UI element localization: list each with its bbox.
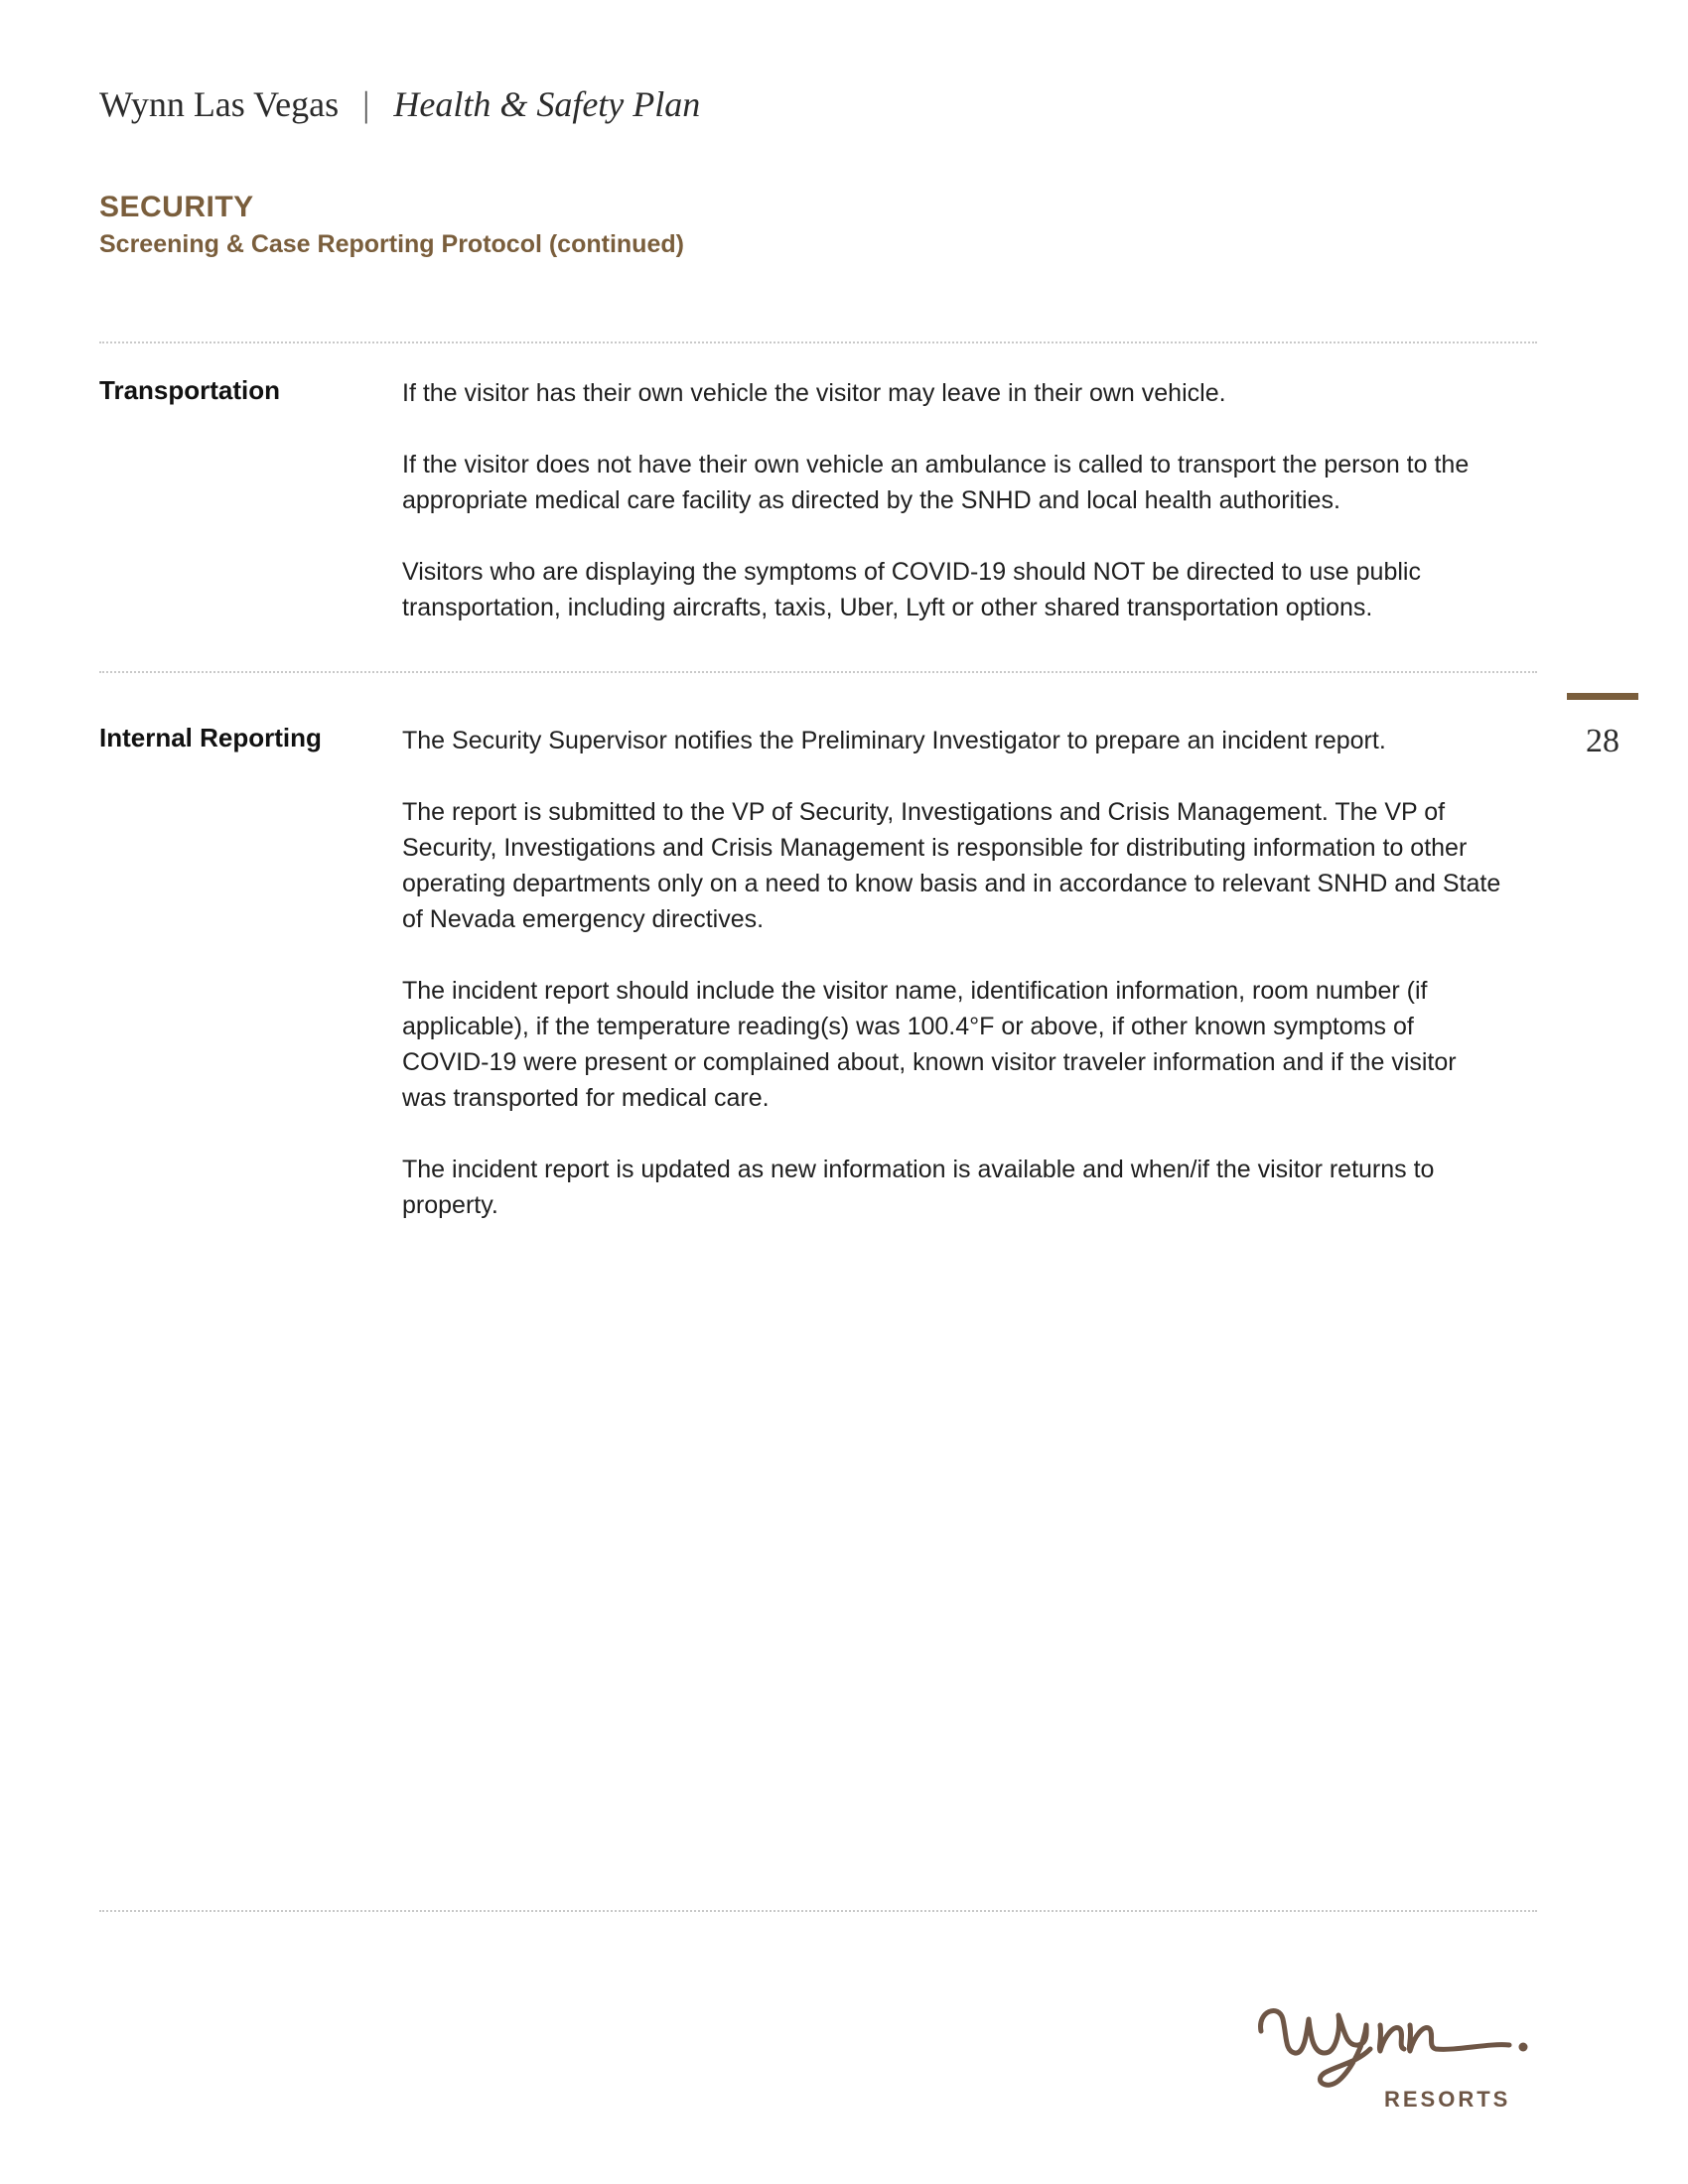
logo-wordmark: RESORTS xyxy=(1384,2087,1511,2112)
paragraph: If the visitor has their own vehicle the visitor may leave in their own vehicle. xyxy=(402,379,1226,407)
wynn-resorts-logo xyxy=(1249,1981,1537,2130)
divider-middle xyxy=(99,671,1537,673)
page-number: 28 xyxy=(1586,723,1619,759)
paragraph: If the visitor does not have their own vehicle an ambulance is called to transport the person to the appropriate medical care facility as directed by the SNHD and local health authorities. xyxy=(402,451,1470,514)
row-body-internal-reporting xyxy=(402,723,1504,1223)
document-header xyxy=(99,83,700,125)
property-name: Wynn Las Vegas xyxy=(99,84,340,124)
paragraph: The incident report should include the visitor name, identification information, room number (if applicable), if the temperature reading(s) was 100.4°F or above, if other known symptoms of COVID-19 were present or complained about, known visitor traveler information and if the visitor was transported for medical care. xyxy=(402,977,1457,1112)
plan-title: Health & Safety Plan xyxy=(393,84,701,124)
section-subtitle: Screening & Case Reporting Protocol (continued) xyxy=(99,230,684,258)
divider-top xyxy=(99,341,1537,343)
section-title: SECURITY xyxy=(99,191,254,223)
row-label-internal-reporting: Internal Reporting xyxy=(99,723,322,752)
paragraph: The report is submitted to the VP of Security, Investigations and Crisis Management. The VP of Security, Investigations and Crisis Management is responsible for distributing information to other operating departments only on a need to know basis and in accordance to relevant SNHD and State of Nevada emergency directives. xyxy=(402,798,1501,933)
paragraph: Visitors who are displaying the symptoms of COVID-19 should NOT be directed to use public transportation, including aircrafts, taxis, Uber, Lyft or other shared transportation options. xyxy=(402,558,1421,621)
header-separator: | xyxy=(362,84,370,124)
divider-bottom xyxy=(99,1910,1537,1912)
paragraph: The Security Supervisor notifies the Preliminary Investigator to prepare an incident report. xyxy=(402,727,1386,754)
wynn-script-logo-icon xyxy=(1249,1981,1537,2091)
paragraph: The incident report is updated as new information is available and when/if the visitor returns to property. xyxy=(402,1156,1435,1219)
page-number-marker xyxy=(1567,693,1638,700)
row-body-transportation xyxy=(402,375,1504,625)
row-label-transportation: Transportation xyxy=(99,375,281,405)
